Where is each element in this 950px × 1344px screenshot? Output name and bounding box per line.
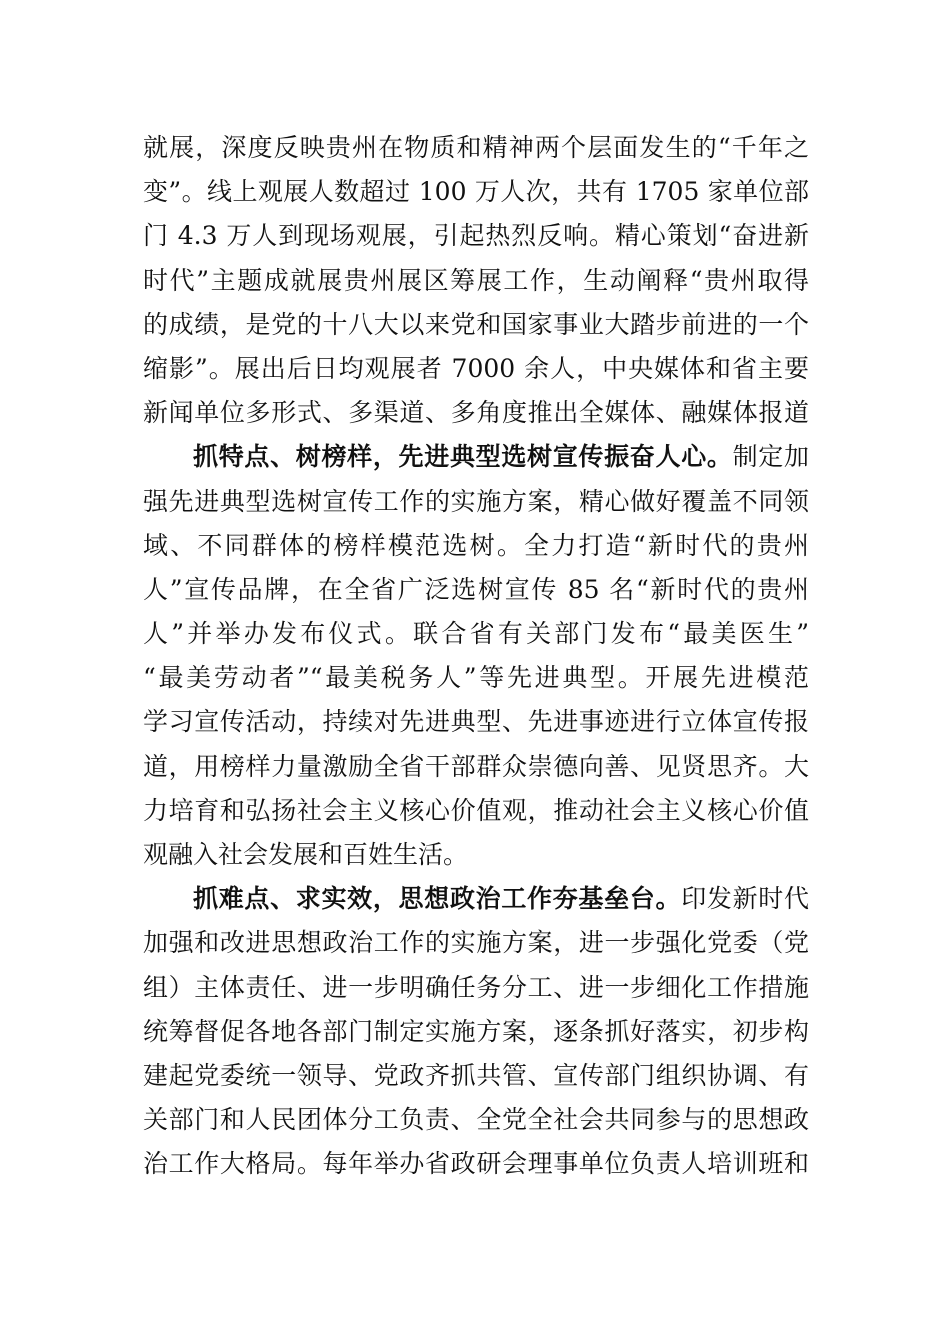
text-run: 制定加 [732, 442, 809, 472]
text-line: 治工作大格局。每年举办省政研会理事单位负责人培训班和 [143, 1149, 809, 1179]
text-line: 时代”主题成就展贵州展区筹展工作，生动阐释“贵州取得 [143, 265, 809, 295]
text-line: 门 4.3 万人到现场观展，引起热烈反响。精心策划“奋进新 [143, 221, 809, 251]
text-line: 组）主体责任、进一步明确任务分工、进一步细化工作措施 [143, 972, 809, 1002]
text-line: 域、不同群体的榜样模范选树。全力打造“新时代的贵州 [143, 530, 809, 560]
text-line: 关部门和人民团体分工负责、全党全社会共同参与的思想政 [143, 1105, 809, 1135]
text-line: 人”并举办发布仪式。联合省有关部门发布“最美医生” [143, 619, 809, 649]
paragraph-role-models [143, 435, 809, 877]
text-line: 加强和改进思想政治工作的实施方案，进一步强化党委（党 [143, 928, 809, 958]
document-body [143, 126, 809, 1187]
text-line: 建起党委统一领导、党政齐抓共管、宣传部门组织协调、有 [143, 1060, 809, 1090]
text-line: 缩影”。展出后日均观展者 7000 余人，中央媒体和省主要 [143, 353, 809, 383]
text-line: 新闻单位多形式、多渠道、多角度推出全媒体、融媒体报道 [143, 398, 809, 428]
text-line-first [143, 877, 809, 921]
text-line: 道，用榜样力量激励全省干部群众崇德向善、见贤思齐。大 [143, 751, 809, 781]
text-line: 就展，深度反映贵州在物质和精神两个层面发生的“千年之 [143, 133, 809, 162]
text-line-first [143, 435, 809, 479]
text-line: 变”。线上观展人数超过 100 万人次，共有 1705 家单位部 [143, 177, 809, 207]
text-line: “最美劳动者”“最美税务人”等先进典型。开展先进模范 [143, 663, 809, 693]
text-run: 印发新时代 [681, 884, 809, 914]
paragraph-ideological-work [143, 877, 809, 1186]
text-line: 的成绩，是党的十八大以来党和国家事业大踏步前进的一个 [143, 309, 809, 339]
paragraph-heading: 抓难点、求实效，思想政治工作夯基垒台。 [193, 884, 682, 914]
text-line-last: 观融入社会发展和百姓生活。 [143, 840, 469, 869]
text-line: 学习宣传活动，持续对先进典型、先进事迹进行立体宣传报 [143, 707, 809, 737]
text-line: 强先进典型选树宣传工作的实施方案，精心做好覆盖不同领 [143, 486, 809, 516]
text-line: 统筹督促各地各部门制定实施方案，逐条抓好落实，初步构 [143, 1016, 809, 1046]
text-line: 人”宣传品牌，在全省广泛选树宣传 85 名“新时代的贵州 [143, 574, 809, 604]
text-line: 力培育和弘扬社会主义核心价值观，推动社会主义核心价值 [143, 795, 809, 825]
paragraph-exhibition [143, 126, 809, 435]
paragraph-heading: 抓特点、树榜样，先进典型选树宣传振奋人心。 [193, 442, 733, 472]
